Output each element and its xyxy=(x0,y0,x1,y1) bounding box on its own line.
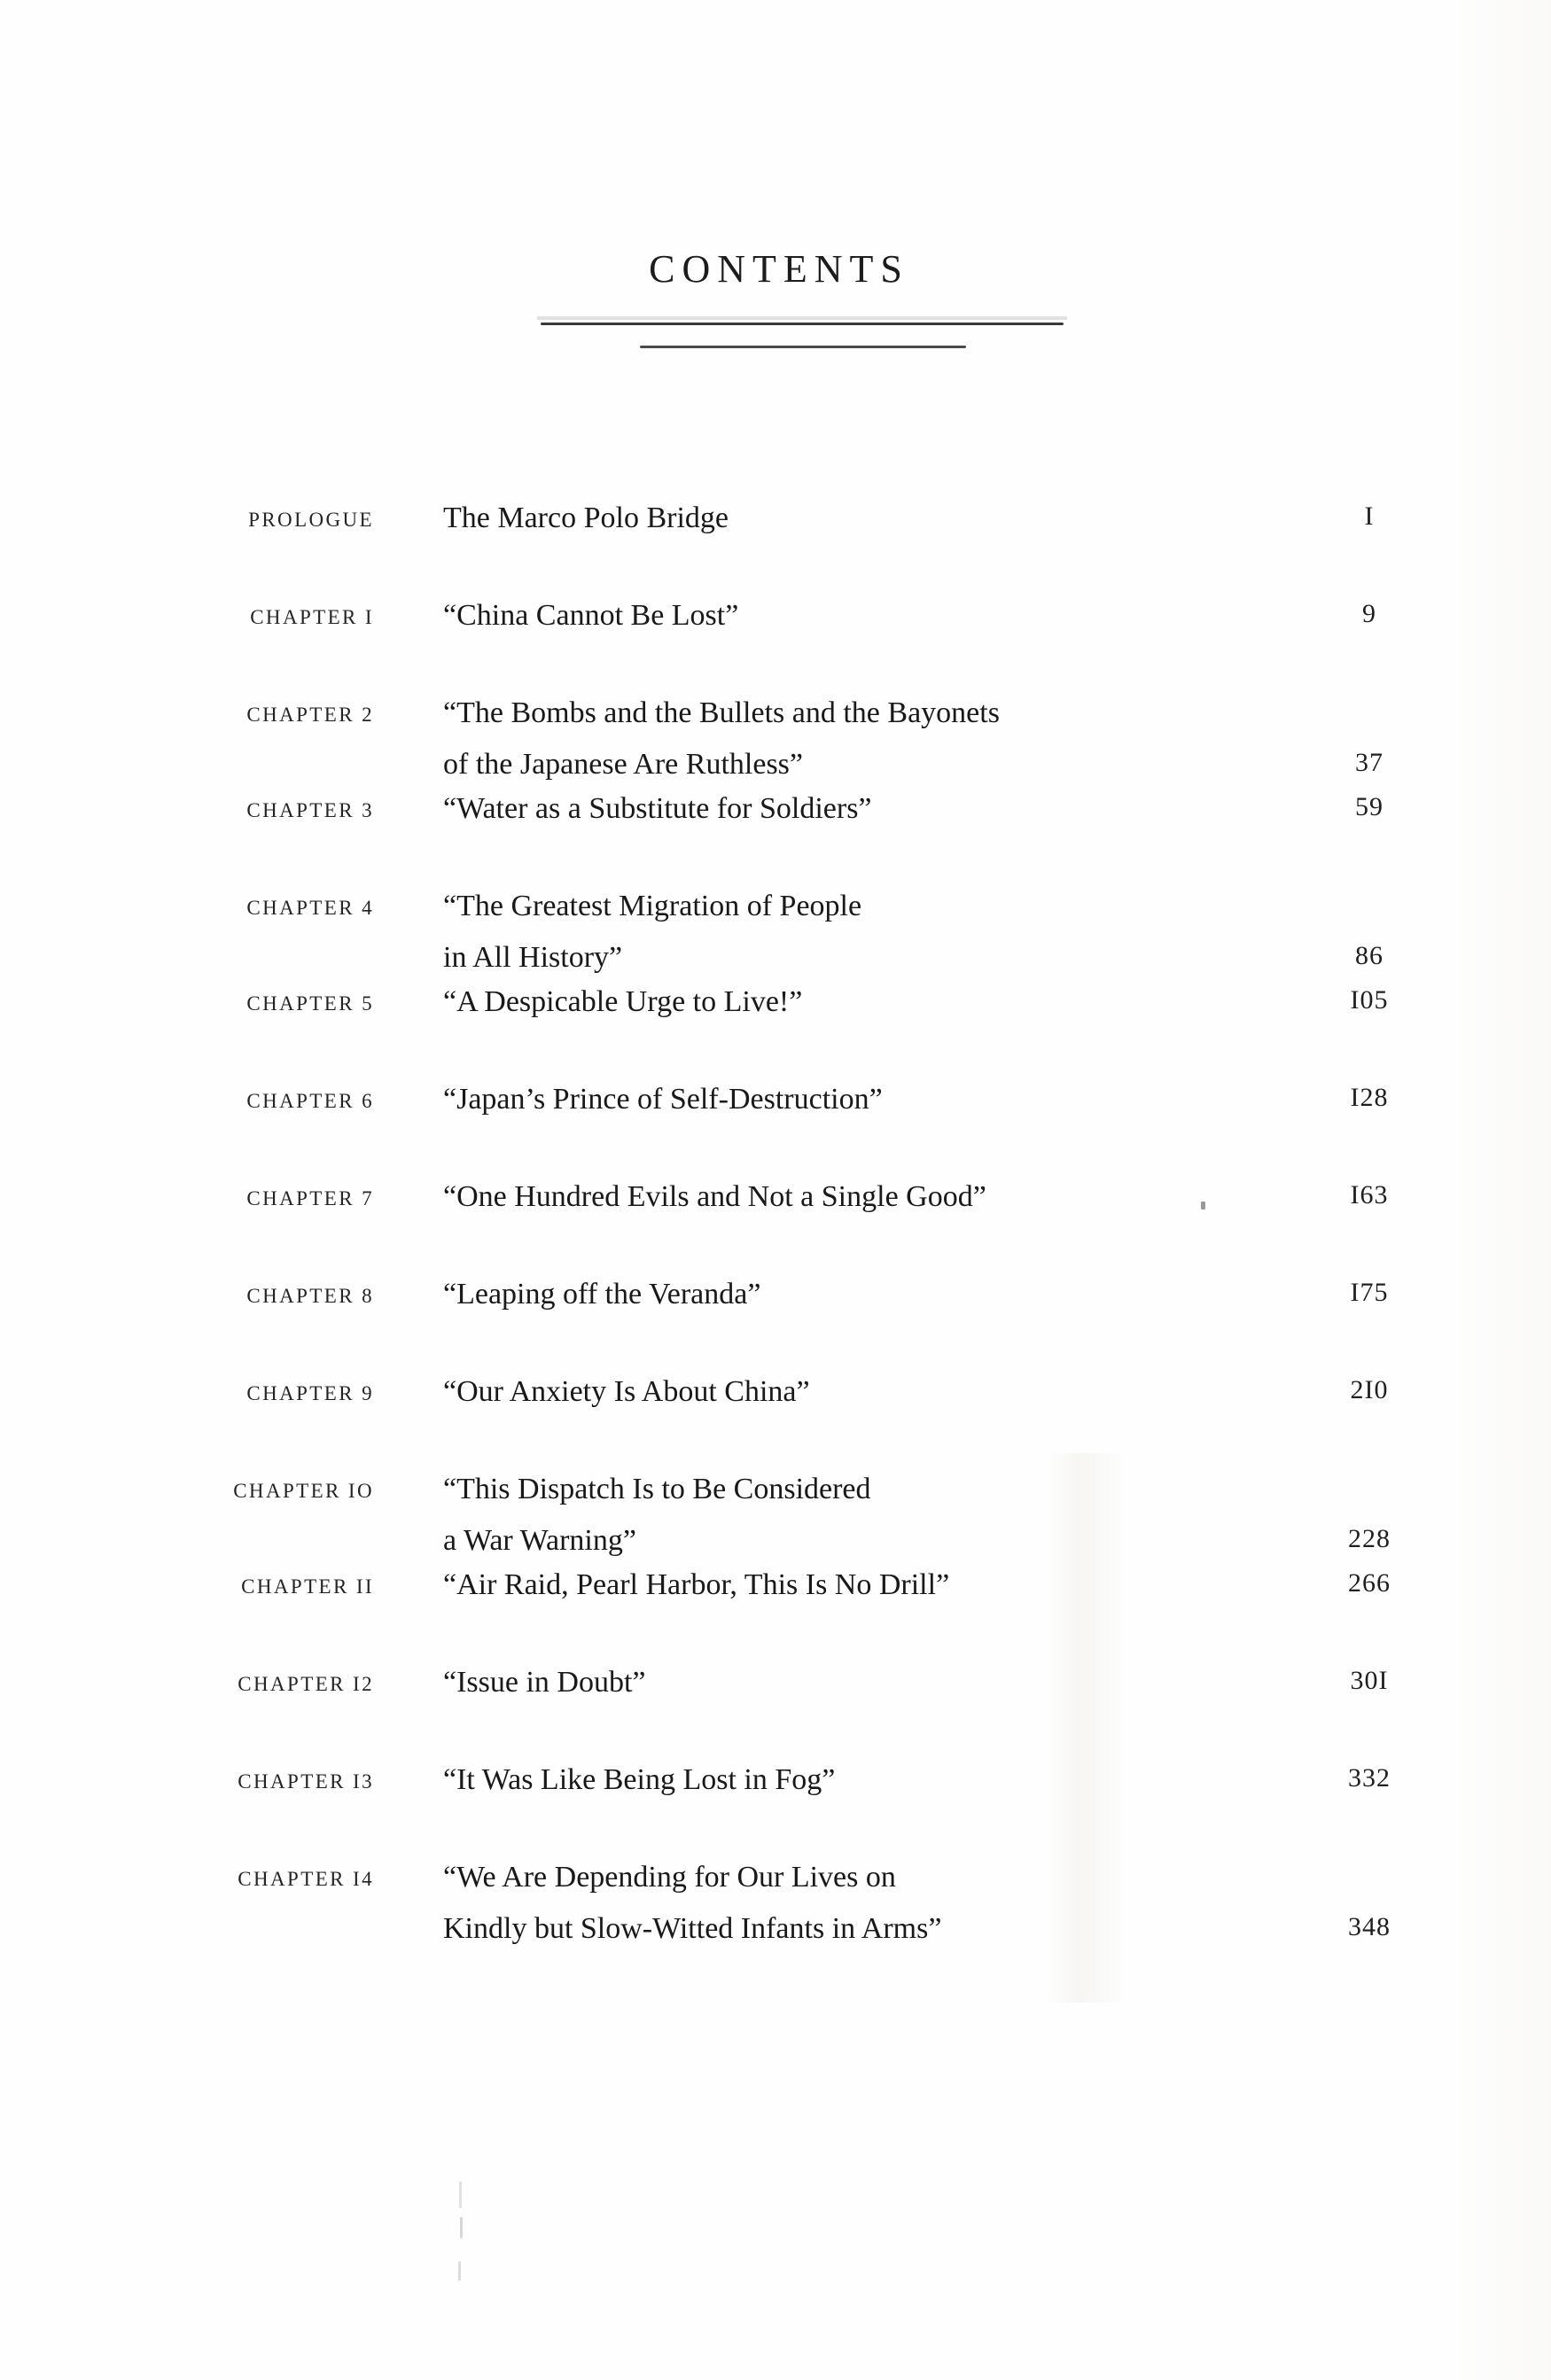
header-rule-short xyxy=(640,346,966,348)
toc-entry[interactable] xyxy=(0,1754,1551,1811)
toc-entry[interactable] xyxy=(0,1074,1551,1131)
toc-entry-page-number: I63 xyxy=(1350,1180,1389,1209)
toc-entry-page-number: 228 xyxy=(1348,1524,1391,1553)
toc-entry-label: CHAPTER 7 xyxy=(246,1187,374,1209)
toc-entry-title-line: “The Bombs and the Bullets and the Bayonets xyxy=(443,696,1000,729)
toc-entry[interactable] xyxy=(0,1852,1551,1945)
toc-entry-title-line: “Water as a Substitute for Soldiers” xyxy=(443,792,872,825)
toc-entry[interactable] xyxy=(0,1657,1551,1714)
toc-entry-label: CHAPTER 5 xyxy=(246,992,374,1015)
toc-entry-label: CHAPTER 3 xyxy=(246,799,374,821)
toc-entry-title xyxy=(443,1464,1241,1567)
toc-entry-title-line: Kindly but Slow-Witted Infants in Arms” xyxy=(443,1912,942,1945)
binding-artifact xyxy=(460,2217,463,2238)
toc-entry-title-line: in All History” xyxy=(443,941,623,974)
toc-entry[interactable] xyxy=(0,1269,1551,1326)
table-of-contents-list xyxy=(0,493,1551,1948)
toc-entry-title-line: The Marco Polo Bridge xyxy=(443,502,729,534)
toc-entry-label: CHAPTER I2 xyxy=(238,1673,374,1695)
toc-entry-page-number: I75 xyxy=(1350,1278,1389,1307)
toc-entry-label: CHAPTER I4 xyxy=(238,1868,374,1890)
toc-entry-title-line: of the Japanese Are Ruthless” xyxy=(443,748,803,781)
toc-entry-title xyxy=(443,1366,1241,1418)
toc-entry[interactable] xyxy=(0,1171,1551,1228)
toc-entry-title xyxy=(443,493,1241,544)
toc-entry-title-line: “This Dispatch Is to Be Considered xyxy=(443,1473,871,1505)
toc-entry-label: CHAPTER I xyxy=(250,606,374,628)
toc-entry[interactable] xyxy=(0,688,1551,781)
toc-entry-title xyxy=(443,976,1241,1028)
toc-entry-label: CHAPTER 9 xyxy=(246,1382,374,1404)
toc-entry-label: CHAPTER I3 xyxy=(238,1770,374,1793)
toc-entry-label: CHAPTER 2 xyxy=(246,704,374,726)
binding-artifact xyxy=(458,2261,461,2281)
toc-entry-title xyxy=(443,1754,1241,1806)
toc-entry-title-line: “A Despicable Urge to Live!” xyxy=(443,985,803,1018)
toc-entry-title-line: “The Greatest Migration of People xyxy=(443,890,862,922)
binding-artifact xyxy=(459,2182,462,2208)
toc-entry-page-number: I28 xyxy=(1350,1083,1389,1112)
toc-entry-page-number: 2I0 xyxy=(1350,1375,1389,1404)
toc-entry-page-number: 332 xyxy=(1348,1763,1391,1793)
toc-entry-title-line: “Leaping off the Veranda” xyxy=(443,1278,761,1311)
contents-header xyxy=(0,246,1551,292)
toc-entry-title-line: “One Hundred Evils and Not a Single Good” xyxy=(443,1180,986,1213)
toc-entry-page-number: 348 xyxy=(1348,1912,1391,1941)
toc-entry-title xyxy=(443,1657,1241,1708)
toc-entry-title xyxy=(443,688,1241,790)
toc-entry[interactable] xyxy=(0,783,1551,840)
toc-entry[interactable] xyxy=(0,1464,1551,1557)
toc-entry-title-line: “China Cannot Be Lost” xyxy=(443,599,739,632)
toc-entry-label: CHAPTER 6 xyxy=(246,1090,374,1112)
toc-entry-page-number: 266 xyxy=(1348,1568,1391,1598)
toc-entry[interactable] xyxy=(0,976,1551,1033)
toc-entry[interactable] xyxy=(0,493,1551,549)
toc-entry-page-number: 59 xyxy=(1355,792,1383,821)
toc-entry-title-line: “Japan’s Prince of Self-Destruction” xyxy=(443,1083,883,1116)
toc-entry[interactable] xyxy=(0,1366,1551,1423)
header-rule-long xyxy=(541,323,1064,325)
toc-entry-page-number: 37 xyxy=(1355,748,1383,777)
toc-entry-label: PROLOGUE xyxy=(248,509,374,531)
toc-entry-title xyxy=(443,1269,1241,1320)
toc-entry-title xyxy=(443,1074,1241,1125)
toc-entry-label: CHAPTER II xyxy=(241,1575,374,1598)
page-title: CONTENTS xyxy=(649,247,909,291)
toc-entry-title-line: “Our Anxiety Is About China” xyxy=(443,1375,810,1408)
toc-entry-label: CHAPTER 4 xyxy=(246,897,374,919)
toc-entry-page-number: I05 xyxy=(1350,985,1389,1015)
toc-entry-title xyxy=(443,1171,1241,1223)
toc-entry-page-number: 30I xyxy=(1350,1666,1389,1695)
toc-entry-title-line: “We Are Depending for Our Lives on xyxy=(443,1861,896,1894)
toc-entry-label: CHAPTER IO xyxy=(233,1480,374,1502)
toc-entry-title-line: “Issue in Doubt” xyxy=(443,1666,646,1699)
toc-entry-title xyxy=(443,881,1241,984)
toc-entry-title xyxy=(443,783,1241,835)
toc-entry-title xyxy=(443,590,1241,642)
toc-entry-title-line: “Air Raid, Pearl Harbor, This Is No Drill” xyxy=(443,1568,950,1601)
toc-entry[interactable] xyxy=(0,881,1551,974)
toc-entry-title xyxy=(443,1852,1241,1955)
toc-entry-label: CHAPTER 8 xyxy=(246,1285,374,1307)
toc-entry-page-number: 9 xyxy=(1362,599,1376,628)
toc-entry-title xyxy=(443,1559,1241,1611)
toc-entry-page-number: 86 xyxy=(1355,941,1383,970)
toc-entry[interactable] xyxy=(0,590,1551,647)
toc-entry[interactable] xyxy=(0,1559,1551,1616)
scan-speck-artifact xyxy=(1201,1202,1205,1209)
toc-entry-title-line: “It Was Like Being Lost in Fog” xyxy=(443,1763,836,1796)
toc-entry-page-number: I xyxy=(1364,502,1375,531)
toc-entry-title-line: a War Warning” xyxy=(443,1524,636,1557)
